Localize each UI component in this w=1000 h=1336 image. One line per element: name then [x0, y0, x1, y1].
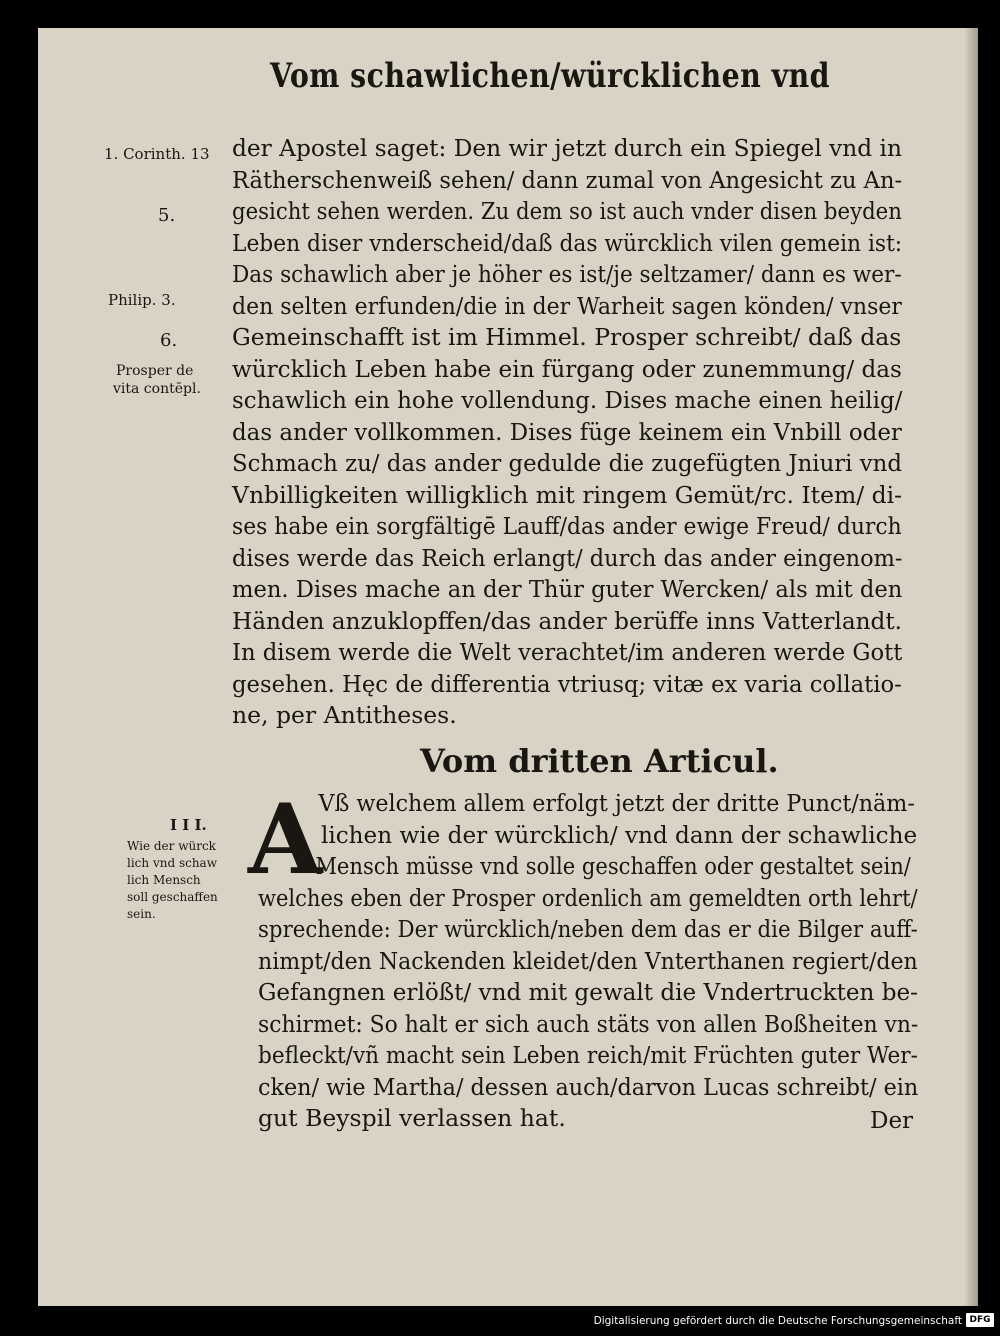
margin-note-wie-3: lich Mensch	[127, 873, 201, 887]
text-line: das ander vollkommen. Dises füge keinem ein Vnbill oder	[232, 417, 902, 446]
text-line: der Apostel saget: Den wir jetzt durch ein Spiegel vnd in	[232, 134, 902, 162]
text-line: befleckt/vñ macht sein Leben reich/mit Früchten guter Wer-	[258, 1041, 918, 1069]
text-line: Vnbilligkeiten willigklich mit ringem Gemüt/rc. Item/ di-	[232, 480, 903, 509]
margin-note-verse-6: 6.	[160, 330, 178, 351]
text-line: sprechende: Der würcklich/neben dem das er die Bilger auff-	[258, 915, 918, 943]
text-line: dises werde das Reich erlangt/ durch das ander eingenom-	[232, 543, 903, 572]
margin-note-roman-3: I I I.	[170, 816, 207, 834]
margin-note-wie-4: soll geschaffen	[127, 890, 218, 904]
text-line: Gefangnen erlößt/ vnd mit gewalt die Vndertruckten be-	[258, 978, 918, 1006]
drop-cap-initial: A	[248, 783, 323, 896]
text-line: Gemeinschafft ist im Himmel. Prosper schreibt/ daß das	[232, 323, 902, 351]
text-line: schirmet: So halt er sich auch stäts von allen Boßheiten vn-	[258, 1009, 919, 1038]
text-line: men. Dises mache an der Thür guter Wercken/ als mit den	[232, 575, 903, 603]
margin-note-prosper-1: Prosper de	[116, 363, 194, 379]
margin-note-philip: Philip. 3.	[108, 291, 176, 309]
section-text	[258, 788, 938, 1135]
running-head: Vom schawlichen/würcklichen vnd	[270, 56, 830, 96]
text-line: In disem werde die Welt verachtet/im anderen werde Gott	[232, 638, 903, 666]
text-line: welches eben der Prosper ordenlich am gemeldten orth lehrt/	[258, 883, 918, 912]
margin-note-prosper-2: vita contēpl.	[113, 381, 201, 397]
text-line: ne, per Antitheses.	[232, 701, 457, 729]
page-edge-shadow	[964, 28, 978, 1306]
margin-note-corinth: 1. Corinth. 13	[104, 145, 210, 163]
text-line: schawlich ein hohe vollendung. Dises mache einen heilig/	[232, 386, 903, 414]
margin-note-wie-1: Wie der würck	[127, 839, 216, 853]
catchword: Der	[870, 1108, 914, 1134]
text-line: Händen anzuklopffen/das ander berüffe inns Vatterlandt.	[232, 606, 903, 635]
footer-bar	[0, 1306, 1000, 1336]
dfg-logo: DFG	[966, 1313, 994, 1327]
margin-note-wie-2: lich vnd schaw	[127, 856, 217, 870]
margin-note-verse-5: 5.	[158, 205, 176, 226]
text-line: lichen wie der würcklich/ vnd dann der schawliche	[320, 820, 918, 849]
text-line: Rätherschenweiß sehen/ dann zumal von Angesicht zu An-	[232, 165, 903, 194]
text-line: würcklich Leben habe ein fürgang oder zunemmung/ das	[232, 354, 902, 383]
text-line: Mensch müsse vnd solle geschaffen oder gestaltet sein/	[315, 852, 911, 880]
margin-note-wie-5: sein.	[127, 907, 156, 921]
text-line: gesehen. Hęc de differentia vtriusq; vitæ ex varia collatio-	[232, 669, 902, 698]
text-line: gesicht sehen werden. Zu dem so ist auch vnder disen beyden	[232, 197, 902, 225]
text-line: Vß welchem allem erfolgt jetzt der dritte Punct/näm-	[318, 789, 915, 817]
text-line: cken/ wie Martha/ dessen auch/darvon Lucas schreibt/ ein	[258, 1072, 919, 1101]
text-line: ses habe ein sorgfältigē Lauff/das ander ewige Freud/ durch	[232, 512, 902, 540]
text-line: Schmach zu/ das ander gedulde die zugefügten Jniuri vnd	[232, 449, 902, 477]
text-line: den selten erfunden/die in der Warheit sagen könden/ vnser	[232, 291, 902, 320]
section-heading: Vom dritten Articul.	[420, 742, 779, 780]
text-line: nimpt/den Nackenden kleidet/den Vnterthanen regiert/den	[258, 946, 918, 975]
funding-notice: Digitalisierung gefördert durch die Deutsche Forschungsgemeinschaft	[593, 1315, 962, 1327]
text-line: gut Beyspil verlassen hat.	[258, 1104, 566, 1132]
text-line: Das schawlich aber je höher es ist/je seltzamer/ dann es wer-	[232, 260, 902, 288]
text-line: Leben diser vnderscheid/daß das würcklich vilen gemein ist:	[232, 228, 903, 257]
body-text	[232, 133, 912, 732]
